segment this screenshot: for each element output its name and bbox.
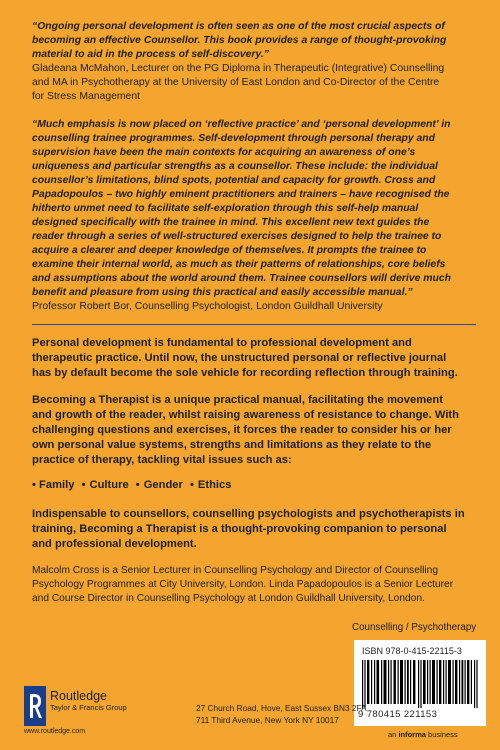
attribution-line: Gladeana McMahon, Lecturer on the PG Diploma in Therapeutic (Integrative) Counselling (32, 63, 445, 74)
quote-line: reader through a series of well-structured exercises designed to help the trainee to (32, 231, 442, 242)
issues-bullet-list (32, 478, 476, 493)
isbn-label: ISBN 978-0-415-22115-3 (362, 646, 462, 656)
endorsement-2 (32, 118, 476, 314)
description-paragraph-1 (32, 336, 476, 381)
bullet-icon: • (135, 479, 140, 491)
bullet-item: Gender (143, 479, 183, 491)
barcode-number: 9 780415 221153 (358, 709, 438, 720)
quote-line: supervision have been the main contexts for acquiring an awareness of one’s (32, 147, 416, 158)
quote-line: uniqueness and particular strengths as a counsellor. These include: the individual (32, 161, 438, 172)
paragraph-line: training, Becoming a Therapist is a thought-provoking companion to personal (32, 523, 447, 535)
paragraph-line: has by default become the sole vehicle for recording reflection through training. (32, 367, 458, 379)
bullet-item: Culture (89, 479, 129, 491)
quote-line: becoming an effective Counsellor. This book provides a range of thought-provoking (32, 35, 447, 46)
bio-line: Malcolm Cross is a Senior Lecturer in Counselling Psychology and Director of Counselling (32, 565, 438, 576)
publisher-name: Routledge (50, 689, 107, 703)
endorsement-1 (32, 20, 476, 104)
paragraph-line: Personal development is fundamental to professional development and (32, 337, 412, 349)
quote-line: counsellor’s limitations, blind spots, potential and capacity for growth. Cross and (32, 175, 436, 186)
description-paragraph-3 (32, 507, 476, 552)
quote-line: acquire a clearer and deeper knowledge of themselves. It prompts the trainee to (32, 245, 427, 256)
subject-category: Counselling / Psychotherapy (352, 622, 477, 633)
quote-line: and assumptions about the world around them. Trainee counsellors will derive much (32, 273, 451, 284)
description-paragraph-2 (32, 393, 476, 468)
back-cover-text (32, 20, 476, 606)
bullet-item: Ethics (197, 479, 232, 491)
quote-line: benefit and pleasure from using this practical and easily accessible manual.” (32, 287, 413, 298)
address-line: 27 Church Road, Hove, East Sussex BN3 2FA (196, 703, 367, 713)
barcode-panel (354, 640, 486, 726)
routledge-logo-icon (24, 686, 46, 726)
quote-line: hitherto unmet need to facilitate self-exploration through this self-help manual (32, 203, 419, 214)
paragraph-line: Becoming a Therapist is a unique practical manual, facilitating the movement (32, 394, 443, 406)
informa-tagline: an informa business (388, 730, 458, 739)
paragraph-line: own personal value systems, strengths and limitations as they relate to the (32, 439, 432, 451)
quote-line: material to aid in the process of self-discovery.” (32, 49, 269, 60)
paragraph-line: and professional development. (32, 538, 197, 550)
bullet-icon: • (32, 479, 36, 491)
bio-line: and Course Director in Counselling Psychology at London Guildhall University, London. (32, 593, 425, 604)
quote-line: examine their internal world, as much as their patterns of relationships, core beliefs (32, 259, 446, 270)
quote-line: “Much emphasis is now placed on ‘reflective practice’ and ‘personal development’ in (32, 119, 451, 130)
publisher-group: Taylor & Francis Group (50, 703, 127, 712)
bullet-icon: • (189, 479, 194, 491)
quote-line: “Ongoing personal development is often seen as one of the most crucial aspects of (32, 21, 445, 32)
attribution-line: Professor Robert Bor, Counselling Psychologist, London Guildhall University (32, 301, 383, 312)
quote-line: designed specifically with the trainee in mind. This excellent new text guides the (32, 217, 430, 228)
bullet-item: Family (39, 479, 75, 491)
attribution-line: for Stress Management (32, 91, 140, 102)
bullet-icon: • (81, 479, 86, 491)
publisher-address (196, 703, 367, 726)
author-bio (32, 564, 476, 606)
address-line: 711 Third Avenue, New York NY 10017 (196, 714, 339, 725)
quote-line: counselling trainee programmes. Self-development through personal therapy and (32, 133, 436, 144)
publisher-name-block (50, 690, 127, 712)
paragraph-line: challenging questions and exercises, it forces the reader to consider his or her (32, 424, 452, 436)
bio-line: Psychology Programmes at City University, London. Linda Papadopoulos is a Senior Lecturer (32, 579, 454, 590)
attribution-line: and MA in Psychotherapy at the University of East London and Co-Director of the Centre (32, 77, 440, 88)
paragraph-line: and growth of the reader, whilst raising awareness of resistance to change. With (32, 409, 459, 421)
paragraph-line: Indispensable to counsellors, counselling psychologists and psychotherapists in (32, 508, 465, 520)
divider-rule (32, 324, 476, 325)
quote-line: Papadopoulos – two highly eminent practitioners and trainers – have recognised the (32, 189, 450, 200)
publisher-url: www.routledge.com (24, 728, 86, 735)
paragraph-line: therapeutic practice. Until now, the unstructured personal or reflective journal (32, 352, 447, 364)
barcode-icon (362, 660, 478, 708)
paragraph-line: practice of therapy, tackling vital issues such as: (32, 454, 292, 466)
